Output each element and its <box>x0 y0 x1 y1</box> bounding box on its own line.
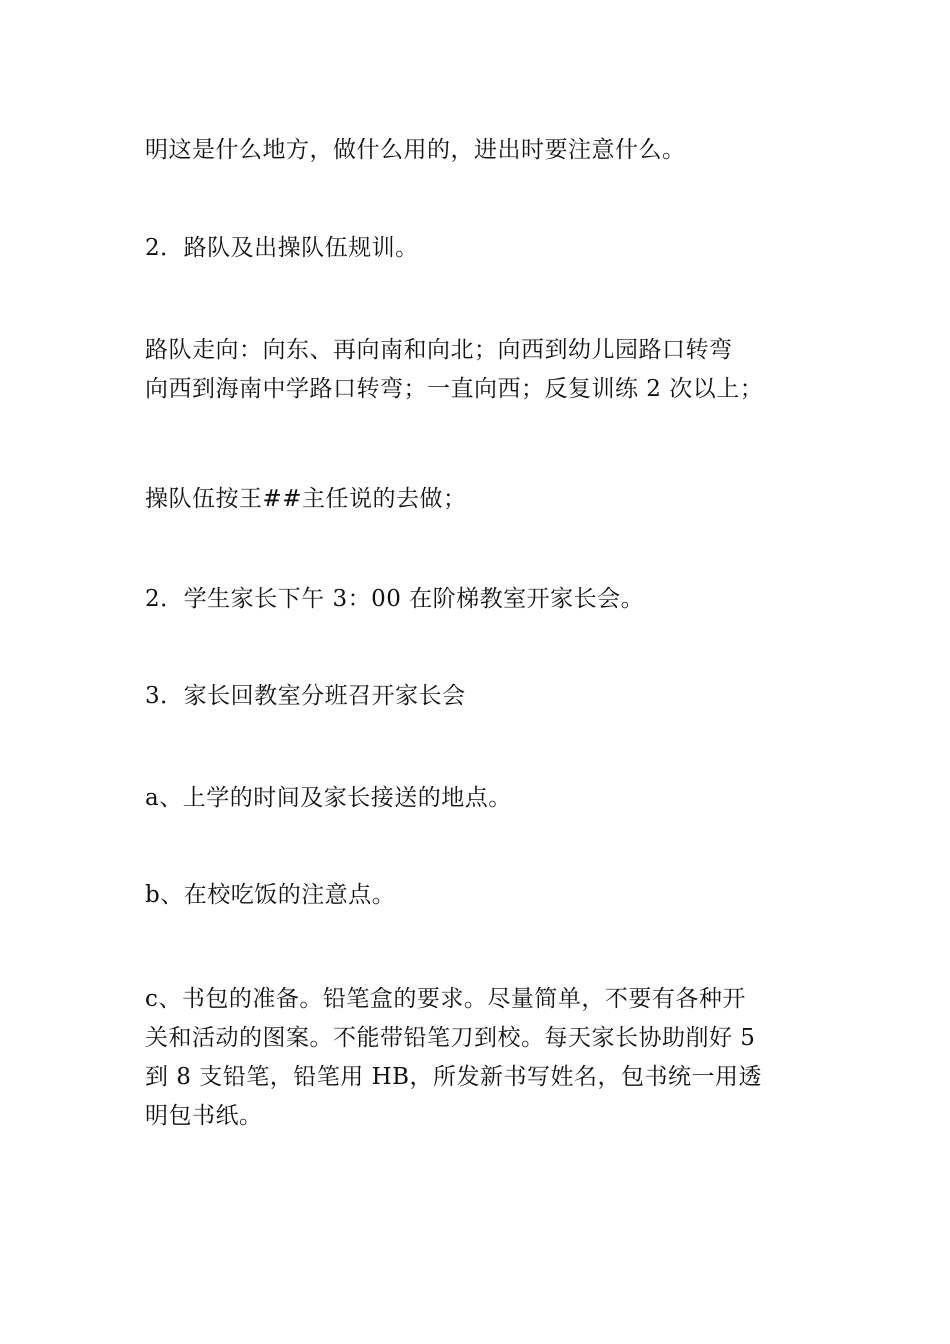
paragraph-class-meeting <box>145 677 815 716</box>
paragraph-line: 明包书纸。 <box>145 1103 263 1129</box>
paragraph-line: 路队走向：向东、再向南和向北；向西到幼儿园路口转弯 <box>145 337 733 363</box>
paragraph-text: 2．学生家长下午 3：00 在阶梯教室开家长会。 <box>145 586 645 612</box>
paragraph-text: 操队伍按王##主任说的去做； <box>145 486 467 512</box>
paragraph-text: 2．路队及出操队伍规训。 <box>145 235 419 261</box>
paragraph-route-training-heading <box>145 229 815 268</box>
paragraph-item-c <box>145 980 815 1136</box>
paragraph-text: 3．家长回教室分班召开家长会 <box>145 683 466 709</box>
paragraph-text: 明这是什么地方，做什么用的，进出时要注意什么。 <box>145 137 686 163</box>
paragraph-item-a <box>145 779 815 818</box>
paragraph-exercise-team <box>145 480 815 519</box>
paragraph-line: 关和活动的图案。不能带铅笔刀到校。每天家长协助削好 5 <box>145 1025 756 1051</box>
paragraph-item-b <box>145 876 815 915</box>
paragraph-route-direction <box>145 331 815 409</box>
paragraph-parent-meeting-time <box>145 580 815 619</box>
paragraph-text: a、上学的时间及家长接送的地点。 <box>145 785 512 811</box>
paragraph-text: b、在校吃饭的注意点。 <box>145 882 396 908</box>
paragraph-line: c、书包的准备。铅笔盒的要求。尽量简单，不要有各种开 <box>145 986 746 1012</box>
paragraph-line: 到 8 支铅笔，铅笔用 HB，所发新书写姓名，包书统一用透 <box>145 1064 763 1090</box>
paragraph-intro-continuation <box>145 131 815 170</box>
paragraph-line: 向西到海南中学路口转弯；一直向西；反复训练 2 次以上； <box>145 376 764 402</box>
